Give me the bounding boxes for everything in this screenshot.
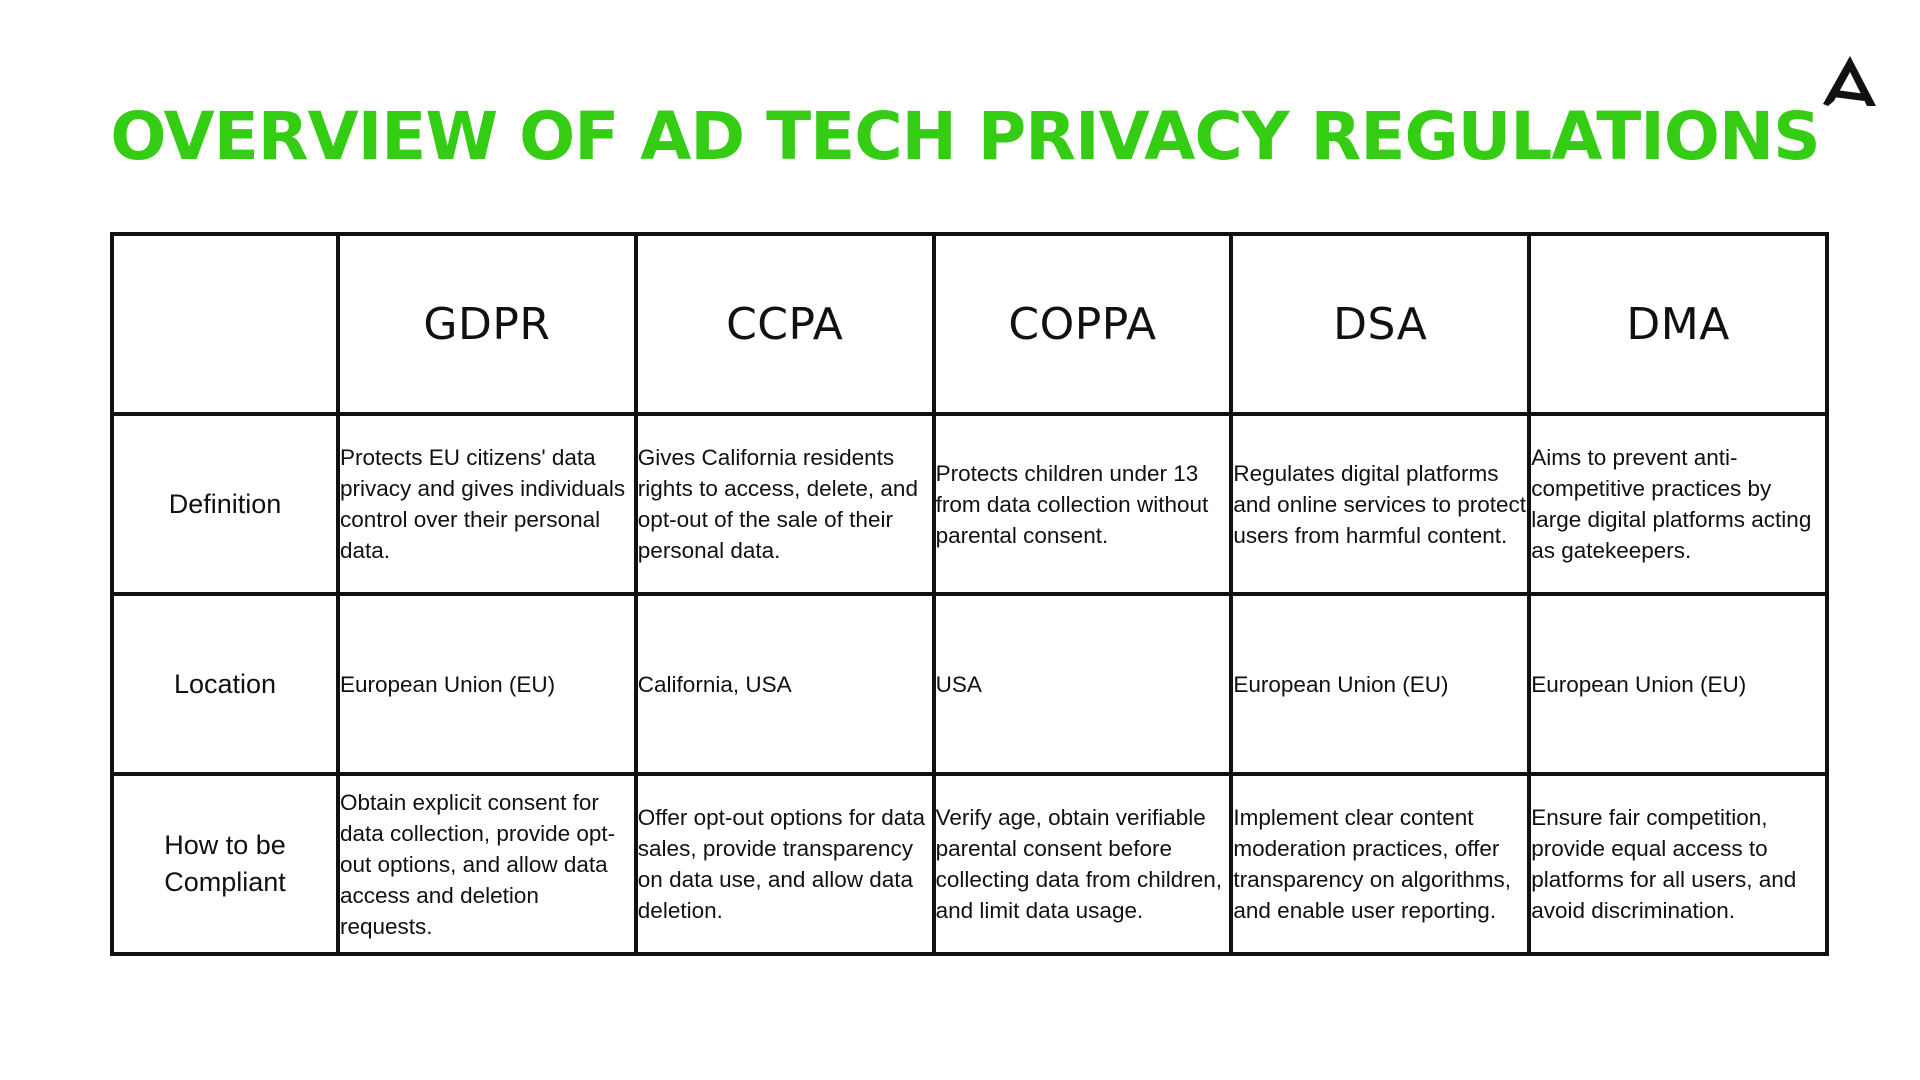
column-header-ccpa: CCPA bbox=[636, 234, 934, 414]
table-cell: Regulates digital platforms and online services to protect users from harmful content. bbox=[1231, 414, 1529, 594]
table-cell: Protects children under 13 from data collection without parental consent. bbox=[934, 414, 1232, 594]
table-cell: Protects EU citizens' data privacy and gives individuals control over their personal data. bbox=[338, 414, 636, 594]
column-header-gdpr: GDPR bbox=[338, 234, 636, 414]
table-cell: Obtain explicit consent for data collection, provide opt-out options, and allow data access and deletion requests. bbox=[338, 774, 636, 954]
row-label-compliance: How to be Compliant bbox=[112, 774, 338, 954]
table-cell: Ensure fair competition, provide equal access to platforms for all users, and avoid discrimination. bbox=[1529, 774, 1827, 954]
table-cell: Implement clear content moderation practices, offer transparency on algorithms, and enable user reporting. bbox=[1231, 774, 1529, 954]
table-cell: Verify age, obtain verifiable parental consent before collecting data from children, and limit data usage. bbox=[934, 774, 1232, 954]
table-row-compliance bbox=[112, 774, 1827, 954]
regulations-table bbox=[110, 232, 1829, 956]
table-cell: Gives California residents rights to access, delete, and opt-out of the sale of their personal data. bbox=[636, 414, 934, 594]
triangle-a-logo-icon bbox=[1822, 54, 1878, 108]
table-cell: USA bbox=[934, 594, 1232, 774]
page-title: OVERVIEW OF AD TECH PRIVACY REGULATIONS bbox=[110, 98, 1820, 175]
table-cell: European Union (EU) bbox=[1529, 594, 1827, 774]
table-cell: California, USA bbox=[636, 594, 934, 774]
table-row-location bbox=[112, 594, 1827, 774]
table-row-definition bbox=[112, 414, 1827, 594]
table-cell: European Union (EU) bbox=[338, 594, 636, 774]
corner-cell bbox=[112, 234, 338, 414]
table-cell: European Union (EU) bbox=[1231, 594, 1529, 774]
column-header-dsa: DSA bbox=[1231, 234, 1529, 414]
table-header-row bbox=[112, 234, 1827, 414]
column-header-coppa: COPPA bbox=[934, 234, 1232, 414]
table-cell: Offer opt-out options for data sales, provide transparency on data use, and allow data deletion. bbox=[636, 774, 934, 954]
row-label-location: Location bbox=[112, 594, 338, 774]
column-header-dma: DMA bbox=[1529, 234, 1827, 414]
row-label-definition: Definition bbox=[112, 414, 338, 594]
table-cell: Aims to prevent anti-competitive practices by large digital platforms acting as gatekeepers. bbox=[1529, 414, 1827, 594]
